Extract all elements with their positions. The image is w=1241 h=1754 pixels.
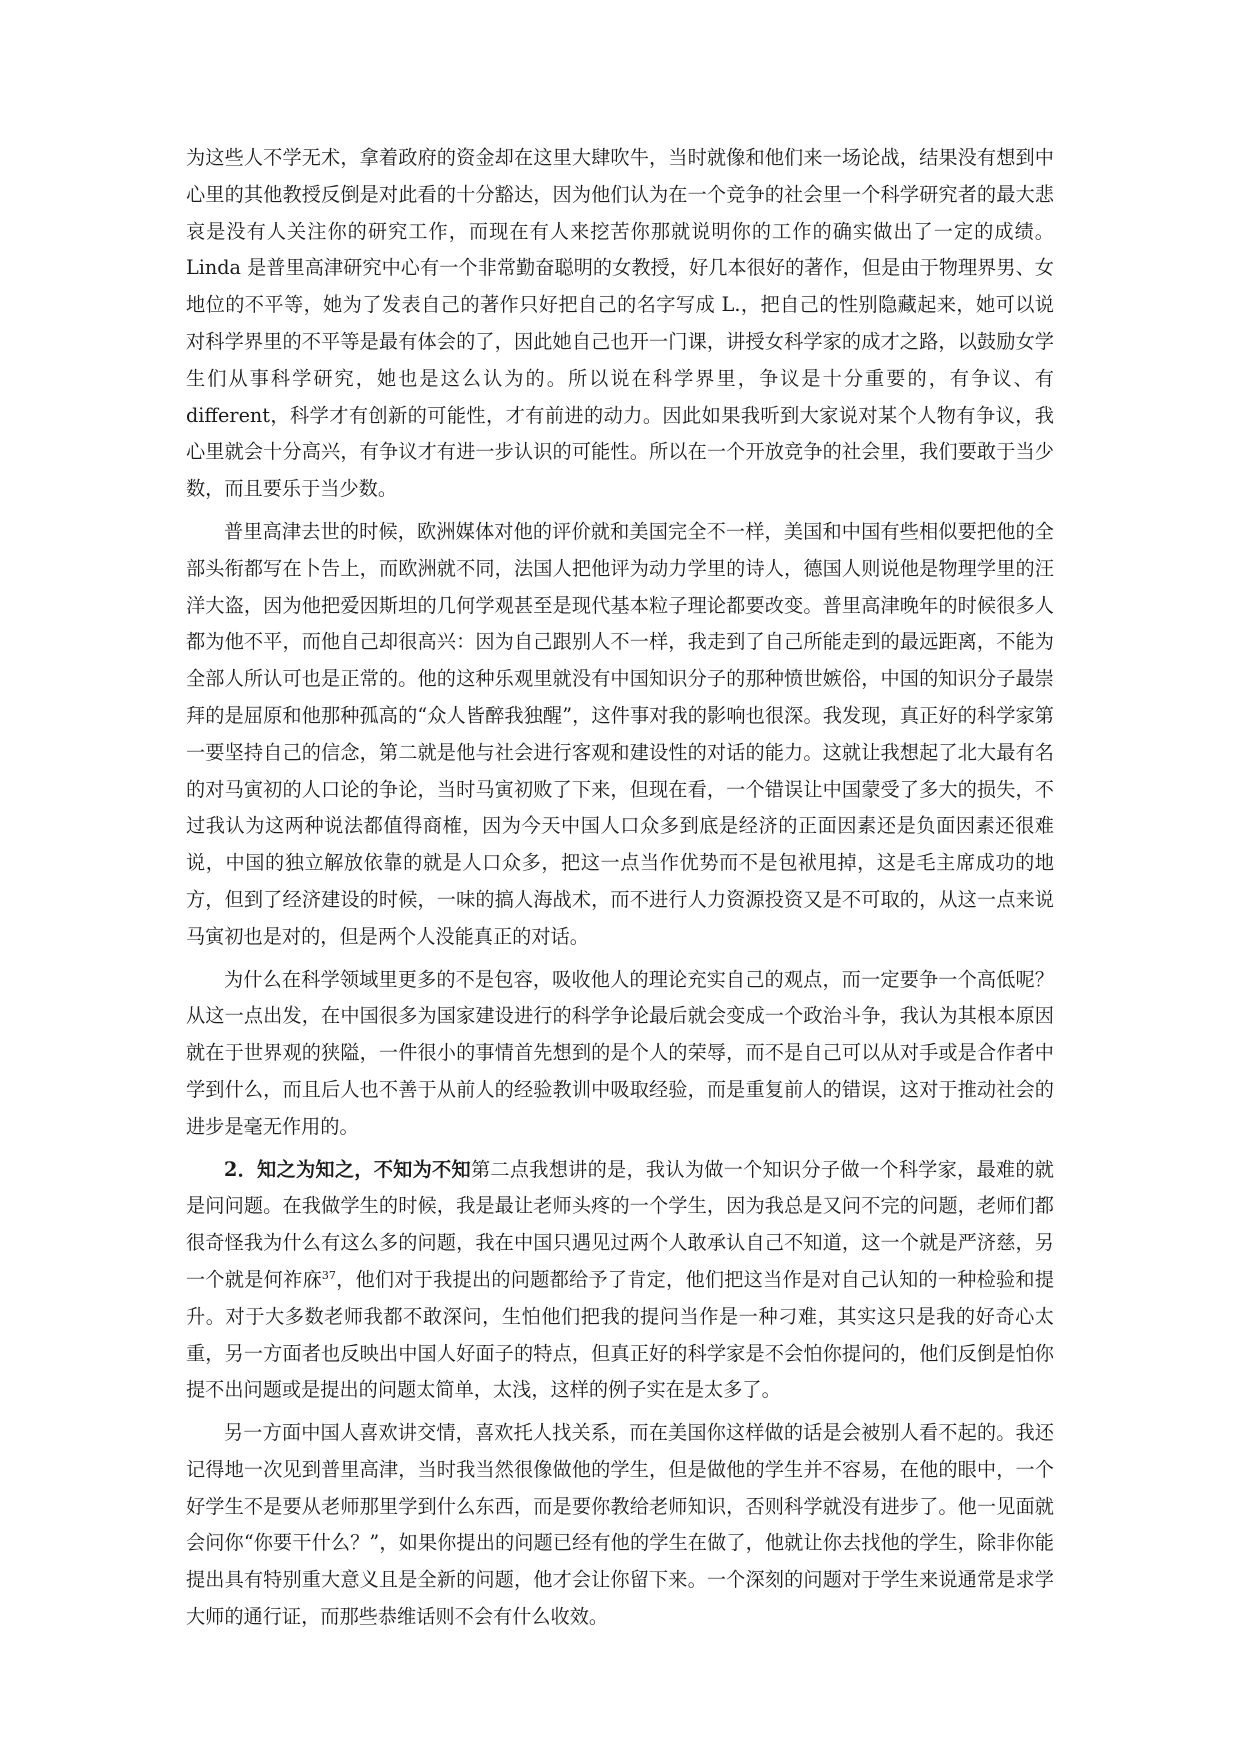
paragraph-4-text-part1: 第二点我想讲的是，我认为做一个知识分子做一个科学家，最难的就是问问题。在我做学生的时候，我是最让老师头疼的一个学生，因为我总是又问不完的问题，老师们都很奇怪我为什么有这么多的问题，我在中国只遇见过两个人敢承认自己不知道，这一个就是严济慈，另一个就是何祚庥 xyxy=(186,1157,1054,1291)
section-heading: 2．知之为知之，不知为不知 xyxy=(224,1157,471,1181)
paragraph-1: 为这些人不学无术，拿着政府的资金却在这里大肆吹牛，当时就像和他们来一场论战，结果没有想到中心里的其他教授反倒是对此看的十分豁达，因为他们认为在一个竞争的社会里一个科学研究者的最大悲哀是没有人关注你的研究工作，而现在有人来挖苦你那就说明你的工作的确实做出了一定的成绩。Linda 是普里高津研究中心有一个非常勤奋聪明的女教授，好几本很好的著作，但是由于物理界男、女地位的不平等，她为了发表自己的著作只好把自己的名字写成 L.，把自己的性别隐藏起来，她可以说对科学界里的不平等是最有体会的了，因此她自己也开一门课，讲授女科学家的成才之路，以鼓励女学生们从事科学研究，她也是这么认为的。所以说在科学界里，争议是十分重要的，有争议、有 different，科学才有创新的可能性，才有前进的动力。因此如果我听到大家说对某个人物有争议，我心里就会十分高兴，有争议才有进一步认识的可能性。所以在一个开放竞争的社会里，我们要敢于当少数，而且要乐于当少数。 xyxy=(186,146,1054,501)
paragraph-3: 为什么在科学领域里更多的不是包容，吸收他人的理论充实自己的观点，而一定要争一个高低呢？从这一点出发，在中国很多为国家建设进行的科学争论最后就会变成一个政治斗争，我认为其根本原因就在于世界观的狭隘，一件很小的事情首先想到的是个人的荣辱，而不是自己可以从对手或是合作者中学到什么，而且后人也不善于从前人的经验教训中吸取经验，而是重复前人的错误，这对于推动社会的进步是毫无作用的。 xyxy=(186,967,1054,1138)
document-page xyxy=(186,140,1054,1642)
paragraph-5: 另一方面中国人喜欢讲交情，喜欢托人找关系，而在美国你这样做的话是会被别人看不起的。我还记得地一次见到普里高津，当时我当然很像做他的学生，但是做他的学生并不容易，在他的眼中，一个好学生不是要从老师那里学到什么东西，而是要你教给老师知识，否则科学就没有进步了。他一见面就会问你“你要干什么？”，如果你提出的问题已经有他的学生在做了，他就让你去找他的学生，除非你能提出具有特别重大意义且是全新的问题，他才会让你留下来。一个深刻的问题对于学生来说通常是求学大师的通行证，而那些恭维话则不会有什么收效。 xyxy=(186,1421,1054,1629)
paragraph-4 xyxy=(186,1152,1054,1410)
footnote-marker: 37 xyxy=(321,1268,336,1282)
paragraph-4-text-part2: ，他们对于我提出的问题都给予了肯定，他们把这当作是对自己认知的一种检验和提升。对于大多数老师我都不敢深问，生怕他们把我的提问当作是一种刁难，其实这只是我的好奇心太重，另一方面者也反映出中国人好面子的特点，但真正好的科学家是不会怕你提问的，他们反倒是怕你提不出问题或是提出的问题太简单，太浅，这样的例子实在是太多了。 xyxy=(186,1267,1055,1402)
paragraph-2: 普里高津去世的时候，欧洲媒体对他的评价就和美国完全不一样，美国和中国有些相似要把他的全部头衔都写在卜告上，而欧洲就不同，法国人把他评为动力学里的诗人，德国人则说他是物理学里的汪洋大盗，因为他把爱因斯坦的几何学观甚至是现代基本粒子理论都要改变。普里高津晚年的时候很多人都为他不平，而他自己却很高兴：因为自己跟别人不一样，我走到了自己所能走到的最远距离，不能为全部人所认可也是正常的。他的这种乐观里就没有中国知识分子的那种愤世嫉俗，中国的知识分子最崇拜的是屈原和他那种孤高的“众人皆醉我独醒”，这件事对我的影响也很深。我发现，真正好的科学家第一要坚持自己的信念，第二就是他与社会进行客观和建设性的对话的能力。这就让我想起了北大最有名的对马寅初的人口论的争论，当时马寅初败了下来，但现在看，一个错误让中国蒙受了多大的损失，不过我认为这两种说法都值得商榷，因为今天中国人口众多到底是经济的正面因素还是负面因素还很难说，中国的独立解放依靠的就是人口众多，把这一点当作优势而不是包袱甩掉，这是毛主席成功的地方，但到了经济建设的时候，一味的搞人海战术，而不进行人力资源投资又是不可取的，从这一点来说马寅初也是对的，但是两个人没能真正的对话。 xyxy=(186,519,1054,948)
